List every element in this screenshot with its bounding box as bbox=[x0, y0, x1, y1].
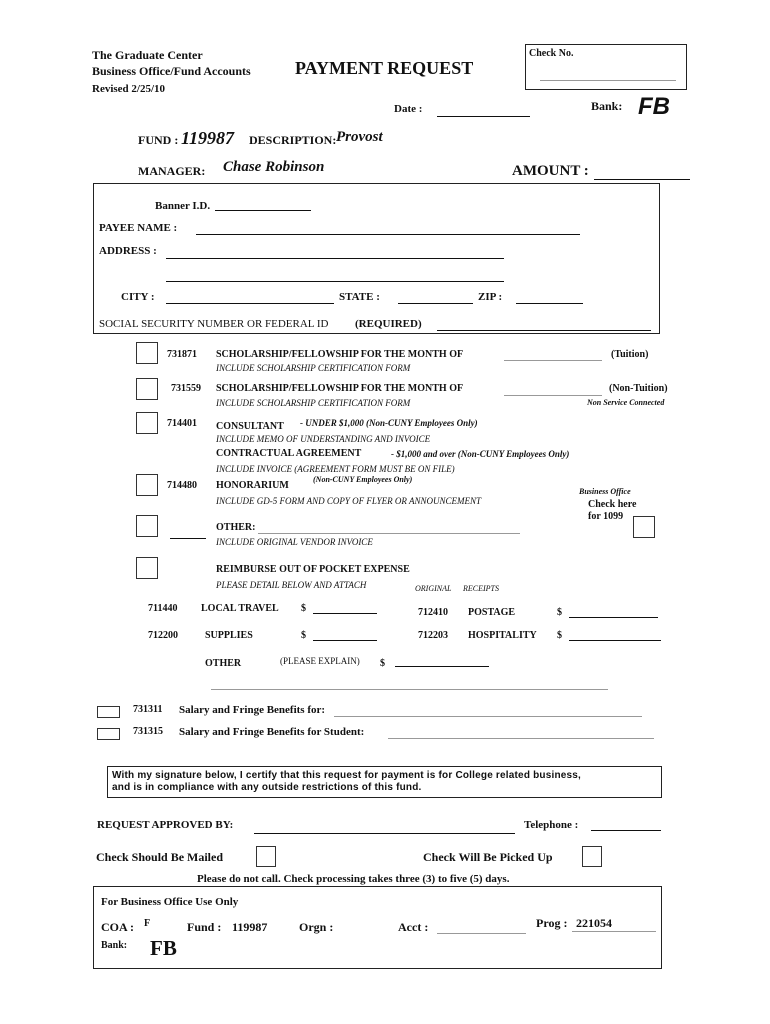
scholarship-nontuition-note: INCLUDE SCHOLARSHIP CERTIFICATION FORM bbox=[216, 398, 411, 408]
scholarship-tuition-code: 731871 bbox=[167, 349, 197, 360]
manager-label: MANAGER: bbox=[138, 164, 206, 178]
other-title: OTHER: bbox=[216, 522, 256, 533]
local-travel-label: LOCAL TRAVEL bbox=[201, 603, 279, 614]
date-label: Date : bbox=[394, 103, 423, 115]
reimburse-title: REIMBURSE OUT OF POCKET EXPENSE bbox=[216, 564, 410, 575]
salary-student-label: Salary and Fringe Benefits for Student: bbox=[179, 726, 365, 738]
city-field[interactable] bbox=[166, 303, 334, 304]
bank-label: Bank: bbox=[591, 99, 623, 113]
original-label: ORIGINAL bbox=[415, 584, 452, 593]
fund-label: FUND : bbox=[138, 133, 179, 147]
salary-code: 731311 bbox=[133, 704, 163, 715]
honorarium-checkbox[interactable] bbox=[136, 474, 158, 496]
scholarship-nontuition-checkbox[interactable] bbox=[136, 378, 158, 400]
other-expense-dollar: $ bbox=[380, 658, 385, 669]
prog-field[interactable] bbox=[572, 931, 656, 932]
org-department: Business Office/Fund Accounts bbox=[92, 64, 251, 78]
salary-field[interactable] bbox=[334, 716, 642, 717]
supplies-code: 712200 bbox=[148, 630, 178, 641]
hospitality-code: 712203 bbox=[418, 630, 448, 641]
scholarship-nontuition-title: SCHOLARSHIP/FELLOWSHIP FOR THE MONTH OF bbox=[216, 383, 464, 394]
salary-student-code: 731315 bbox=[133, 726, 163, 737]
fund-value: 119987 bbox=[181, 128, 235, 148]
check-picked-up-checkbox[interactable] bbox=[582, 846, 602, 867]
local-travel-code: 711440 bbox=[148, 603, 178, 614]
acct-label: Acct : bbox=[398, 920, 429, 934]
check-mailed-label: Check Should Be Mailed bbox=[96, 850, 224, 864]
consultant-limit: - UNDER $1,000 (Non-CUNY Employees Only) bbox=[300, 418, 478, 428]
scholarship-tuition-note: INCLUDE SCHOLARSHIP CERTIFICATION FORM bbox=[216, 363, 411, 373]
scholarship-nontuition-month-field[interactable] bbox=[504, 395, 602, 396]
telephone-field[interactable] bbox=[591, 830, 661, 831]
other-code-field[interactable] bbox=[170, 538, 206, 539]
honorarium-code: 714480 bbox=[167, 480, 197, 491]
other-explain-field[interactable] bbox=[211, 689, 608, 690]
honorarium-limit: (Non-CUNY Employees Only) bbox=[313, 475, 413, 484]
check-mailed-checkbox[interactable] bbox=[256, 846, 276, 867]
amount-field[interactable] bbox=[594, 179, 690, 180]
office-fund-value: 119987 bbox=[232, 920, 268, 934]
contract-note: INCLUDE INVOICE (AGREEMENT FORM MUST BE ON FILE) bbox=[216, 464, 455, 474]
other-field[interactable] bbox=[258, 533, 520, 534]
consultant-note: INCLUDE MEMO OF UNDERSTANDING AND INVOICE bbox=[216, 434, 431, 444]
bank-value: FB bbox=[638, 93, 670, 120]
approved-by-label: REQUEST APPROVED BY: bbox=[97, 819, 234, 831]
certification-line-2: and is in compliance with any outside restrictions of this fund. bbox=[112, 782, 422, 793]
check-no-box bbox=[525, 44, 687, 90]
description-label: DESCRIPTION: bbox=[249, 133, 337, 147]
scholarship-tuition-type: (Tuition) bbox=[611, 349, 649, 360]
consultant-checkbox[interactable] bbox=[136, 412, 158, 434]
manager-value: Chase Robinson bbox=[223, 159, 325, 175]
prog-value: 221054 bbox=[576, 916, 612, 930]
scholarship-nontuition-code: 731559 bbox=[171, 383, 201, 394]
orgn-label: Orgn : bbox=[299, 920, 334, 934]
honorarium-title: HONORARIUM bbox=[216, 480, 289, 491]
banner-id-field[interactable] bbox=[215, 210, 311, 211]
approved-by-signature[interactable] bbox=[254, 833, 515, 834]
coa-value: F bbox=[144, 918, 151, 929]
hospitality-dollar: $ bbox=[557, 630, 562, 641]
scholarship-nontuition-sub: Non Service Connected bbox=[587, 398, 665, 407]
postage-label: POSTAGE bbox=[468, 607, 516, 618]
ssn-label: SOCIAL SECURITY NUMBER OR FEDERAL ID bbox=[99, 318, 329, 330]
office-bank-value: FB bbox=[150, 936, 177, 960]
office-use-title: For Business Office Use Only bbox=[101, 896, 239, 908]
other-note: INCLUDE ORIGINAL VENDOR INVOICE bbox=[216, 537, 373, 547]
contract-title: CONTRACTUAL AGREEMENT bbox=[216, 448, 362, 459]
address-field-1[interactable] bbox=[166, 258, 504, 259]
other-checkbox[interactable] bbox=[136, 515, 158, 537]
reimburse-note: PLEASE DETAIL BELOW AND ATTACH bbox=[216, 580, 367, 590]
check-no-label: Check No. bbox=[529, 48, 574, 59]
scholarship-nontuition-type: (Non-Tuition) bbox=[609, 383, 668, 394]
receipts-label: RECEIPTS bbox=[463, 584, 499, 593]
description-value: Provost bbox=[336, 129, 383, 145]
address-label: ADDRESS : bbox=[99, 245, 157, 257]
city-label: CITY : bbox=[121, 291, 155, 303]
postage-field[interactable] bbox=[569, 617, 658, 618]
supplies-label: SUPPLIES bbox=[205, 630, 253, 641]
supplies-dollar: $ bbox=[301, 630, 306, 641]
form-1099-checkbox[interactable] bbox=[633, 516, 655, 538]
supplies-field[interactable] bbox=[313, 640, 377, 641]
prog-label: Prog : bbox=[536, 916, 568, 930]
state-field[interactable] bbox=[398, 303, 473, 304]
postage-dollar: $ bbox=[557, 607, 562, 618]
required-label: (REQUIRED) bbox=[355, 318, 422, 330]
amount-label: AMOUNT : bbox=[512, 163, 589, 179]
salary-checkbox[interactable] bbox=[97, 706, 120, 718]
salary-student-field[interactable] bbox=[388, 738, 654, 739]
other-expense-field[interactable] bbox=[395, 666, 489, 667]
banner-id-label: Banner I.D. bbox=[155, 200, 211, 212]
org-name: The Graduate Center bbox=[92, 48, 203, 62]
revised-date: Revised 2/25/10 bbox=[92, 83, 166, 95]
check-no-field[interactable] bbox=[540, 80, 676, 81]
business-office-label: Business Office bbox=[579, 487, 631, 496]
scholarship-tuition-title: SCHOLARSHIP/FELLOWSHIP FOR THE MONTH OF bbox=[216, 349, 464, 360]
coa-label: COA : bbox=[101, 920, 134, 934]
telephone-label: Telephone : bbox=[524, 819, 579, 831]
check-picked-up-label: Check Will Be Picked Up bbox=[423, 850, 553, 864]
consultant-code: 714401 bbox=[167, 418, 197, 429]
office-fund-label: Fund : bbox=[187, 920, 222, 934]
payee-name-field[interactable] bbox=[196, 234, 580, 235]
payee-name-label: PAYEE NAME : bbox=[99, 222, 178, 234]
zip-label: ZIP : bbox=[478, 291, 503, 303]
local-travel-field[interactable] bbox=[313, 613, 377, 614]
date-field[interactable] bbox=[437, 116, 530, 117]
page-title: PAYMENT REQUEST bbox=[295, 58, 474, 78]
certification-box bbox=[107, 766, 662, 798]
zip-field[interactable] bbox=[516, 303, 583, 304]
check-here-label: Check here bbox=[588, 499, 637, 510]
honorarium-note: INCLUDE GD-5 FORM AND COPY OF FLYER OR ANNOUNCEMENT bbox=[216, 496, 481, 506]
for-1099-label: for 1099 bbox=[588, 511, 624, 522]
consultant-title: CONSULTANT bbox=[216, 421, 284, 432]
postage-code: 712410 bbox=[418, 607, 448, 618]
contract-limit: - $1,000 and over (Non-CUNY Employees Only) bbox=[391, 449, 570, 459]
acct-field[interactable] bbox=[437, 933, 526, 934]
state-label: STATE : bbox=[339, 291, 380, 303]
please-explain-label: (PLEASE EXPLAIN) bbox=[280, 656, 360, 666]
scholarship-tuition-checkbox[interactable] bbox=[136, 342, 158, 364]
salary-student-checkbox[interactable] bbox=[97, 728, 120, 740]
certification-line-1: With my signature below, I certify that this request for payment is for College related business, bbox=[112, 770, 582, 781]
hospitality-label: HOSPITALITY bbox=[468, 630, 537, 641]
reimburse-checkbox[interactable] bbox=[136, 557, 158, 579]
hospitality-field[interactable] bbox=[569, 640, 661, 641]
office-use-box bbox=[93, 886, 662, 969]
other-expense-label: OTHER bbox=[205, 658, 242, 669]
local-travel-dollar: $ bbox=[301, 603, 306, 614]
ssn-field[interactable] bbox=[437, 330, 651, 331]
processing-notice: Please do not call. Check processing takes three (3) to five (5) days. bbox=[197, 873, 510, 885]
office-bank-label: Bank: bbox=[101, 940, 128, 951]
salary-label: Salary and Fringe Benefits for: bbox=[179, 704, 326, 716]
address-field-2[interactable] bbox=[166, 281, 504, 282]
scholarship-tuition-month-field[interactable] bbox=[504, 360, 602, 361]
